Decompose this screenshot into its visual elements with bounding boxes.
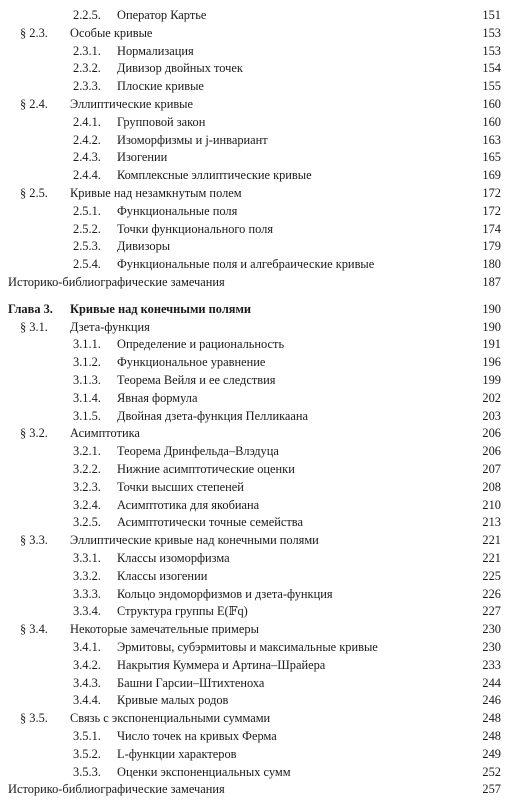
toc-entry-sec [0,425,511,443]
toc-entry-title: Плоские кривые [117,79,204,94]
toc-entry-note [0,274,511,292]
toc-entry-title: Особые кривые [70,25,153,40]
toc-entry-page-number: 206 [482,444,501,459]
toc-entry-page-number: 213 [482,515,501,530]
toc-entry-page-number: 225 [482,568,501,583]
toc-entry-sub [0,390,511,408]
toc-entry-title: Классы изоморфизма [117,551,230,565]
toc-entry-sub [0,479,511,497]
toc-entry-page-number: 196 [482,355,501,370]
toc-entry-page-number: 172 [482,203,501,218]
toc-entry-title: Дивизоры [117,239,171,254]
toc-entry-number: § 3.3. [20,533,48,548]
toc-entry-title: Кольцо эндоморфизмов и дзета-функция [117,586,333,601]
toc-entry-number: 2.4.1. [73,114,101,129]
toc-entry-number: 3.2.3. [73,479,101,494]
toc-entry-title: Накрытия Куммера и Артина–Шрайера [117,657,326,672]
toc-entry-sub [0,354,511,372]
toc-entry-page-number: 169 [482,168,501,183]
toc-entry-page-number: 210 [482,497,501,512]
toc-entry-sub [0,692,511,710]
toc-entry-number: § 3.5. [20,711,48,726]
toc-entry-number: 2.4.4. [73,168,101,183]
toc-entry-sub [0,586,511,604]
toc-entry-sec [0,319,511,337]
toc-entry-sub [0,7,511,25]
toc-entry-number: 3.2.1. [73,444,101,459]
toc-entry-title: Асимптотика для якобиана [117,497,260,512]
toc-entry-page-number: 226 [482,586,501,601]
toc-entry-number: 2.5.1. [73,203,101,218]
toc-entry-number: § 2.3. [20,25,48,40]
toc-entry-title: Нормализация [117,43,194,58]
toc-entry-number: 2.3.1. [73,43,101,58]
toc-entry-number: Глава 3. [8,301,53,316]
toc-entry-number: 2.5.4. [73,257,101,272]
toc-entry-page-number: 221 [482,551,501,565]
toc-entry-number: 3.2.4. [73,497,101,512]
toc-entry-sub [0,746,511,764]
toc-entry-sec [0,710,511,728]
toc-entry-title: Явная формула [117,390,198,405]
toc-entry-sub [0,167,511,185]
toc-entry-sub [0,132,511,150]
toc-entry-number: 2.4.2. [73,132,101,147]
toc-entry-sub [0,497,511,515]
toc-entry-title: Оператор Картье [117,8,207,22]
toc-entry-page-number: 230 [482,640,501,654]
toc-entry-sub [0,603,511,621]
toc-entry-number: 3.2.2. [73,462,101,476]
toc-entry-page-number: 154 [482,61,501,76]
toc-entry-title: Асимптотически точные семейства [117,515,303,530]
toc-entry-title: Оценки экспоненциальных сумм [117,764,291,779]
toc-entry-page-number: 153 [482,43,501,58]
toc-entry-page-number: 230 [482,622,501,637]
toc-entry-page-number: 203 [482,408,501,423]
toc-entry-title: Изогении [117,150,168,165]
toc-entry-number: 3.1.3. [73,373,101,387]
toc-entry-sec [0,621,511,639]
toc-entry-page-number: 160 [482,97,501,111]
toc-entry-sub [0,443,511,461]
toc-entry-number: § 2.4. [20,97,48,111]
toc-entry-page-number: 246 [482,693,501,708]
toc-entry-page-number: 227 [482,604,501,619]
toc-entry-title: Функциональные поля [117,203,238,218]
toc-entry-number: 2.5.2. [73,221,101,236]
toc-entry-title: Историко-библиографические замечания [8,275,225,289]
toc-entry-title: Кривые над незамкнутым полем [70,186,242,200]
toc-entry-number: § 3.1. [20,319,48,334]
toc-entry-sec [0,25,511,43]
toc-entry-page-number: 248 [482,711,501,726]
toc-entry-sub [0,336,511,354]
toc-entry-sub [0,764,511,782]
toc-entry-sub [0,639,511,657]
toc-entry-title: Историко-библиографические замечания [8,782,225,797]
toc-entry-page-number: 153 [482,25,501,40]
toc-entry-number: § 3.4. [20,622,48,637]
toc-entry-number: 3.1.5. [73,408,101,423]
toc-entry-number: § 3.2. [20,426,48,441]
toc-entry-number: 2.2.5. [73,8,101,22]
toc-entry-sub [0,568,511,586]
toc-entry-page-number: 248 [482,729,501,743]
toc-entry-title: Классы изогении [117,568,208,583]
toc-entry-title: Эллиптические кривые над конечными полями [70,533,319,548]
toc-entry-page-number: 151 [482,8,501,22]
toc-entry-title: Число точек на кривых Ферма [117,729,277,743]
toc-entry-number: 3.5.1. [73,729,101,743]
toc-entry-title: Кривые малых родов [117,693,229,708]
toc-entry-number: 3.5.2. [73,746,101,761]
toc-entry-note [0,781,511,799]
toc-entry-page-number: 202 [482,390,501,405]
toc-entry-number: 2.5.3. [73,239,101,254]
toc-entry-title: Групповой закон [117,114,206,129]
toc-entry-number: 3.3.1. [73,551,101,565]
toc-entry-chap [0,301,511,319]
toc-entry-sub [0,728,511,746]
toc-entry-title: Двойная дзета-функция Пелликаана [117,408,309,423]
toc-entry-number: 3.4.1. [73,640,101,654]
toc-entry-sub [0,203,511,221]
toc-entry-number: 3.3.3. [73,586,101,601]
toc-entry-number: 3.5.3. [73,764,101,779]
toc-entry-sub [0,238,511,256]
toc-entry-title: Точки высших степеней [117,479,244,494]
toc-entry-sub [0,408,511,426]
toc-entry-title: Кривые над конечными полями [70,301,252,316]
toc-entry-sub [0,114,511,132]
toc-entry-sub [0,461,511,479]
toc-entry-sub [0,675,511,693]
toc-entry-sub [0,256,511,274]
toc-entry-number: 3.2.5. [73,515,101,530]
toc-entry-title: L-функции характеров [117,746,237,761]
toc-entry-page-number: 252 [482,764,501,779]
toc-entry-title: Эрмитовы, субэрмитовы и максимальные кривые [117,640,378,654]
toc-entry-title: Теорема Вейля и ее следствия [117,373,276,387]
toc-entry-title: Теорема Дринфельда–Влэдуца [117,444,279,459]
toc-entry-sub [0,657,511,675]
toc-entry-number: 3.1.4. [73,390,101,405]
toc-entry-page-number: 207 [482,462,501,476]
toc-entry-page-number: 187 [482,275,501,289]
toc-entry-sec [0,185,511,203]
toc-entry-number: 3.3.4. [73,604,101,619]
toc-entry-number: 3.3.2. [73,568,101,583]
toc-entry-title: Дзета-функция [70,319,150,334]
toc-entry-sub [0,514,511,532]
toc-entry-sub [0,60,511,78]
toc-entry-number: 3.1.2. [73,355,101,370]
toc-entry-number: 2.3.3. [73,79,101,94]
toc-entry-page-number: 206 [482,426,501,441]
toc-entry-sec [0,532,511,550]
toc-entry-page-number: 163 [482,132,501,147]
toc-entry-title: Функциональное уравнение [117,355,266,370]
toc-entry-page-number: 165 [482,150,501,165]
toc-entry-page-number: 244 [482,675,501,690]
toc-entry-sub [0,149,511,167]
toc-entry-page-number: 172 [482,186,501,200]
toc-entry-title: Башни Гарсии–Штихтеноха [117,675,265,690]
toc-entry-title: Некоторые замечательные примеры [70,622,259,637]
toc-entry-page-number: 221 [482,533,501,548]
toc-entry-page-number: 208 [482,479,501,494]
toc-entry-page-number: 190 [482,301,501,316]
toc-entry-page-number: 180 [482,257,501,272]
toc-entry-page-number: 199 [482,373,501,387]
toc-entry-title: Нижние асимптотические оценки [117,462,295,476]
toc-entry-number: 3.4.4. [73,693,101,708]
toc-entry-title: Связь с экспоненциальными суммами [70,711,271,726]
toc-entry-title: Изоморфизмы и j-инвариант [117,132,268,147]
toc-entry-sub [0,550,511,568]
toc-entry-number: 2.3.2. [73,61,101,76]
toc-entry-number: 3.1.1. [73,337,101,352]
toc-entry-number: § 2.5. [20,186,48,200]
toc-entry-sub [0,372,511,390]
toc-entry-sub [0,43,511,61]
toc-entry-page-number: 233 [482,657,501,672]
toc-entry-title: Функциональные поля и алгебраические кривые [117,257,375,272]
toc-entry-page-number: 249 [482,746,501,761]
toc-entry-page-number: 155 [482,79,501,94]
toc-entry-title: Комплексные эллиптические кривые [117,168,312,183]
toc-entry-title: Точки функционального поля [117,221,274,236]
toc-entry-sec [0,96,511,114]
toc-entry-page-number: 179 [482,239,501,254]
toc-entry-page-number: 191 [482,337,501,352]
toc-entry-page-number: 174 [482,221,501,236]
toc-entry-page-number: 190 [482,319,501,334]
toc-entry-title: Эллиптические кривые [70,97,193,111]
toc-entry-page-number: 257 [482,782,501,797]
toc-entry-number: 2.4.3. [73,150,101,165]
toc-entry-sub [0,78,511,96]
toc-entry-number: 3.4.2. [73,657,101,672]
toc-entry-title: Асимптотика [70,426,140,441]
toc-entry-title: Определение и рациональность [117,337,285,352]
toc-entry-title: Дивизор двойных точек [117,61,243,76]
toc-entry-page-number: 160 [482,114,501,129]
toc-entry-number: 3.4.3. [73,675,101,690]
toc-entry-sub [0,221,511,239]
toc-entry-title: Структура группы E(𝔽q) [117,604,248,619]
